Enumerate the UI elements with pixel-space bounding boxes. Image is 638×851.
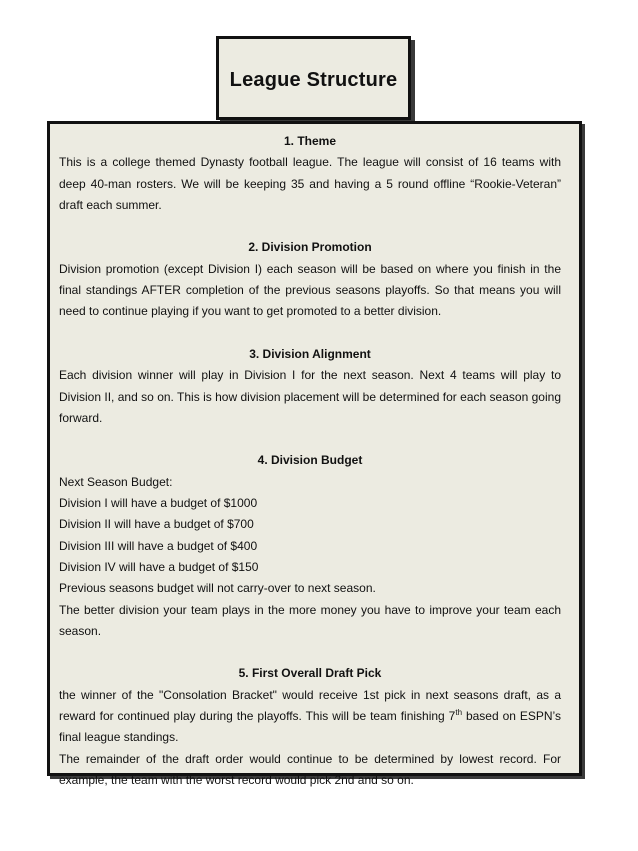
ordinal-suffix: th [455, 708, 463, 718]
pick-text-before: the winner of the "Consolation Bracket" would receive 1st pick in next seasons draft, as a reward for continued play during the playoffs. This will be team finishing 7 [59, 687, 561, 724]
section-text-division-promotion: Division promotion (except Division I) each season will be based on where you finish in the final standings AFTER completion of the previous seasons playoffs. So that means you will need to continue playing if you want to get promoted to a better division. [59, 261, 561, 319]
section-heading-division-budget: 4. Division Budget [257, 453, 363, 468]
section-text-division-alignment: Each division winner will play in Division I for the next season. Next 4 teams will play to Division II, and so on. This is how division placement will be determined for each season going forward. [59, 368, 561, 425]
pick-text-after: based on ESPN’s final league standings. [59, 709, 561, 745]
budget-line: Previous seasons budget will not carry-over to next season. [59, 581, 376, 596]
section-text-division-budget: The better division your team plays in the more money you have to improve your team each season. [59, 602, 561, 638]
budget-line: Division III will have a budget of $400 [59, 538, 258, 553]
section-heading-theme: 1. Theme [283, 134, 337, 148]
title-box [216, 36, 411, 120]
document-body [59, 131, 561, 791]
content-box [47, 121, 582, 787]
section-text-draft-order: The remainder of the draft order would continue to be determined by lowest record. For example, the team with the worst record would pick 2nd and so on. [59, 751, 561, 787]
section-text-theme: This is a college themed Dynasty football league. The league will consist of 16 teams with deep 40-man rosters. We will be keeping 35 and having a 5 round offline “Rookie-Veteran” draft each summer. [59, 155, 561, 212]
section-heading-division-alignment: 3. Division Alignment [249, 346, 371, 361]
section-text-first-overall-pick [59, 685, 561, 749]
budget-line: Division II will have a budget of $700 [59, 517, 254, 532]
budget-line: Division I will have a budget of $1000 [59, 496, 258, 511]
section-heading-first-overall-pick: 5. First Overall Draft Pick [238, 666, 382, 681]
budget-line: Next Season Budget: [59, 474, 173, 489]
section-heading-division-promotion: 2. Division Promotion [248, 240, 372, 255]
budget-line: Division IV will have a budget of $150 [59, 559, 259, 574]
page-title: League Structure [229, 69, 398, 91]
